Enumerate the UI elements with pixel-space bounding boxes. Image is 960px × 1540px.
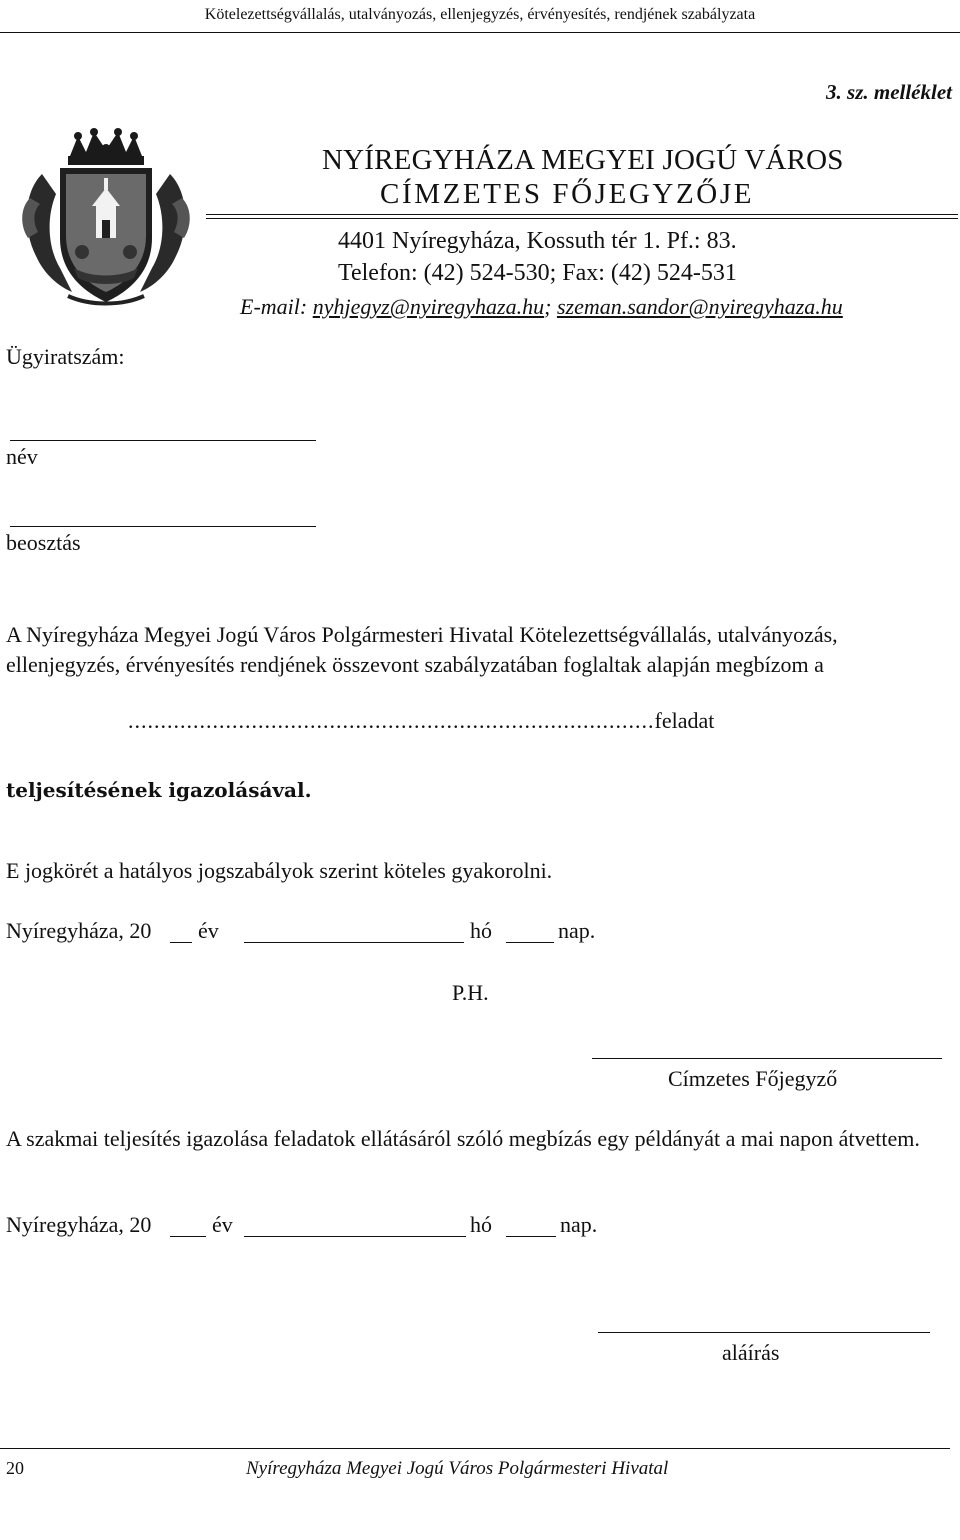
date1-day-word: nap. (558, 918, 596, 943)
date2-day-blank (506, 1236, 556, 1237)
office-phone-fax: Telefon: (42) 524-530; Fax: (42) 524-531 (338, 260, 737, 286)
letterhead-rule-top (206, 214, 958, 215)
header-rule (0, 32, 960, 33)
certification-line: teljesítésének igazolásával. (6, 778, 312, 802)
annex-label: 3. sz. melléklet (826, 80, 952, 104)
date2-month-blank (244, 1236, 466, 1237)
recipient-signature-line (598, 1332, 930, 1333)
stamp-place-label: P.H. (452, 980, 489, 1005)
task-dotted-line: ................................................................................. (128, 708, 655, 733)
date1-year-blank (170, 942, 192, 943)
email-label: E-mail: (240, 294, 308, 319)
letterhead-rule-bottom (206, 218, 958, 219)
office-address: 4401 Nyíregyháza, Kossuth tér 1. Pf.: 83. (338, 228, 737, 254)
date2-day-word: nap. (560, 1212, 598, 1237)
receipt-paragraph: A szakmai teljesítés igazolása feladatok ellátásáról szóló megbízás egy példányát a mai napon átvettem. (6, 1126, 920, 1151)
date1-city-year: Nyíregyháza, 20 (6, 918, 152, 943)
name-field-line (10, 440, 316, 441)
authority-paragraph: E jogkörét a hatályos jogszabályok szerint köteles gyakorolni. (6, 858, 553, 883)
page-number: 20 (6, 1458, 24, 1478)
footer-institution: Nyíregyháza Megyei Jogú Város Polgármesteri Hivatal (246, 1458, 669, 1479)
position-field-line (10, 526, 316, 527)
email-link-1[interactable]: nyhjegyz@nyiregyhaza.hu (312, 294, 545, 319)
email-separator: ; (544, 294, 552, 319)
office-title-line2: CÍMZETES FŐJEGYZŐJE (380, 178, 755, 210)
task-field (128, 708, 714, 734)
footer-rule (0, 1448, 950, 1449)
date1-day-blank (506, 942, 554, 943)
running-header: Kötelezettségvállalás, utalványozás, ellenjegyzés, érvényesítés, rendjének szabályzata (204, 6, 756, 23)
authorization-paragraph: A Nyíregyháza Megyei Jogú Város Polgármesteri Hivatal Kötelezettségvállalás, utalványozás, ellenjegyzés, érvényesítés rendjének összevont szabályzatában foglaltak alapján megbízom a (6, 622, 838, 677)
office-email-row (240, 294, 843, 320)
file-number-label: Ügyiratszám: (6, 344, 125, 369)
date2-city-year: Nyíregyháza, 20 (6, 1212, 152, 1237)
date2-year-blank (170, 1236, 206, 1237)
date1-month-blank (244, 942, 464, 943)
date2-year-word: év (212, 1212, 233, 1237)
date1-month-word: hó (470, 918, 492, 943)
date2-month-word: hó (470, 1212, 492, 1237)
name-label: név (6, 444, 38, 469)
signer-title: Címzetes Főjegyző (668, 1066, 838, 1091)
task-label: feladat (654, 708, 715, 733)
signer-signature-line (592, 1058, 942, 1059)
city-coat-of-arms-icon (20, 128, 192, 308)
position-label: beosztás (6, 530, 81, 555)
office-title-line1: NYÍREGYHÁZA MEGYEI JOGÚ VÁROS (322, 144, 844, 176)
email-link-2[interactable]: szeman.sandor@nyiregyhaza.hu (556, 294, 843, 319)
date1-year-word: év (198, 918, 219, 943)
signature-label: aláírás (722, 1340, 780, 1365)
